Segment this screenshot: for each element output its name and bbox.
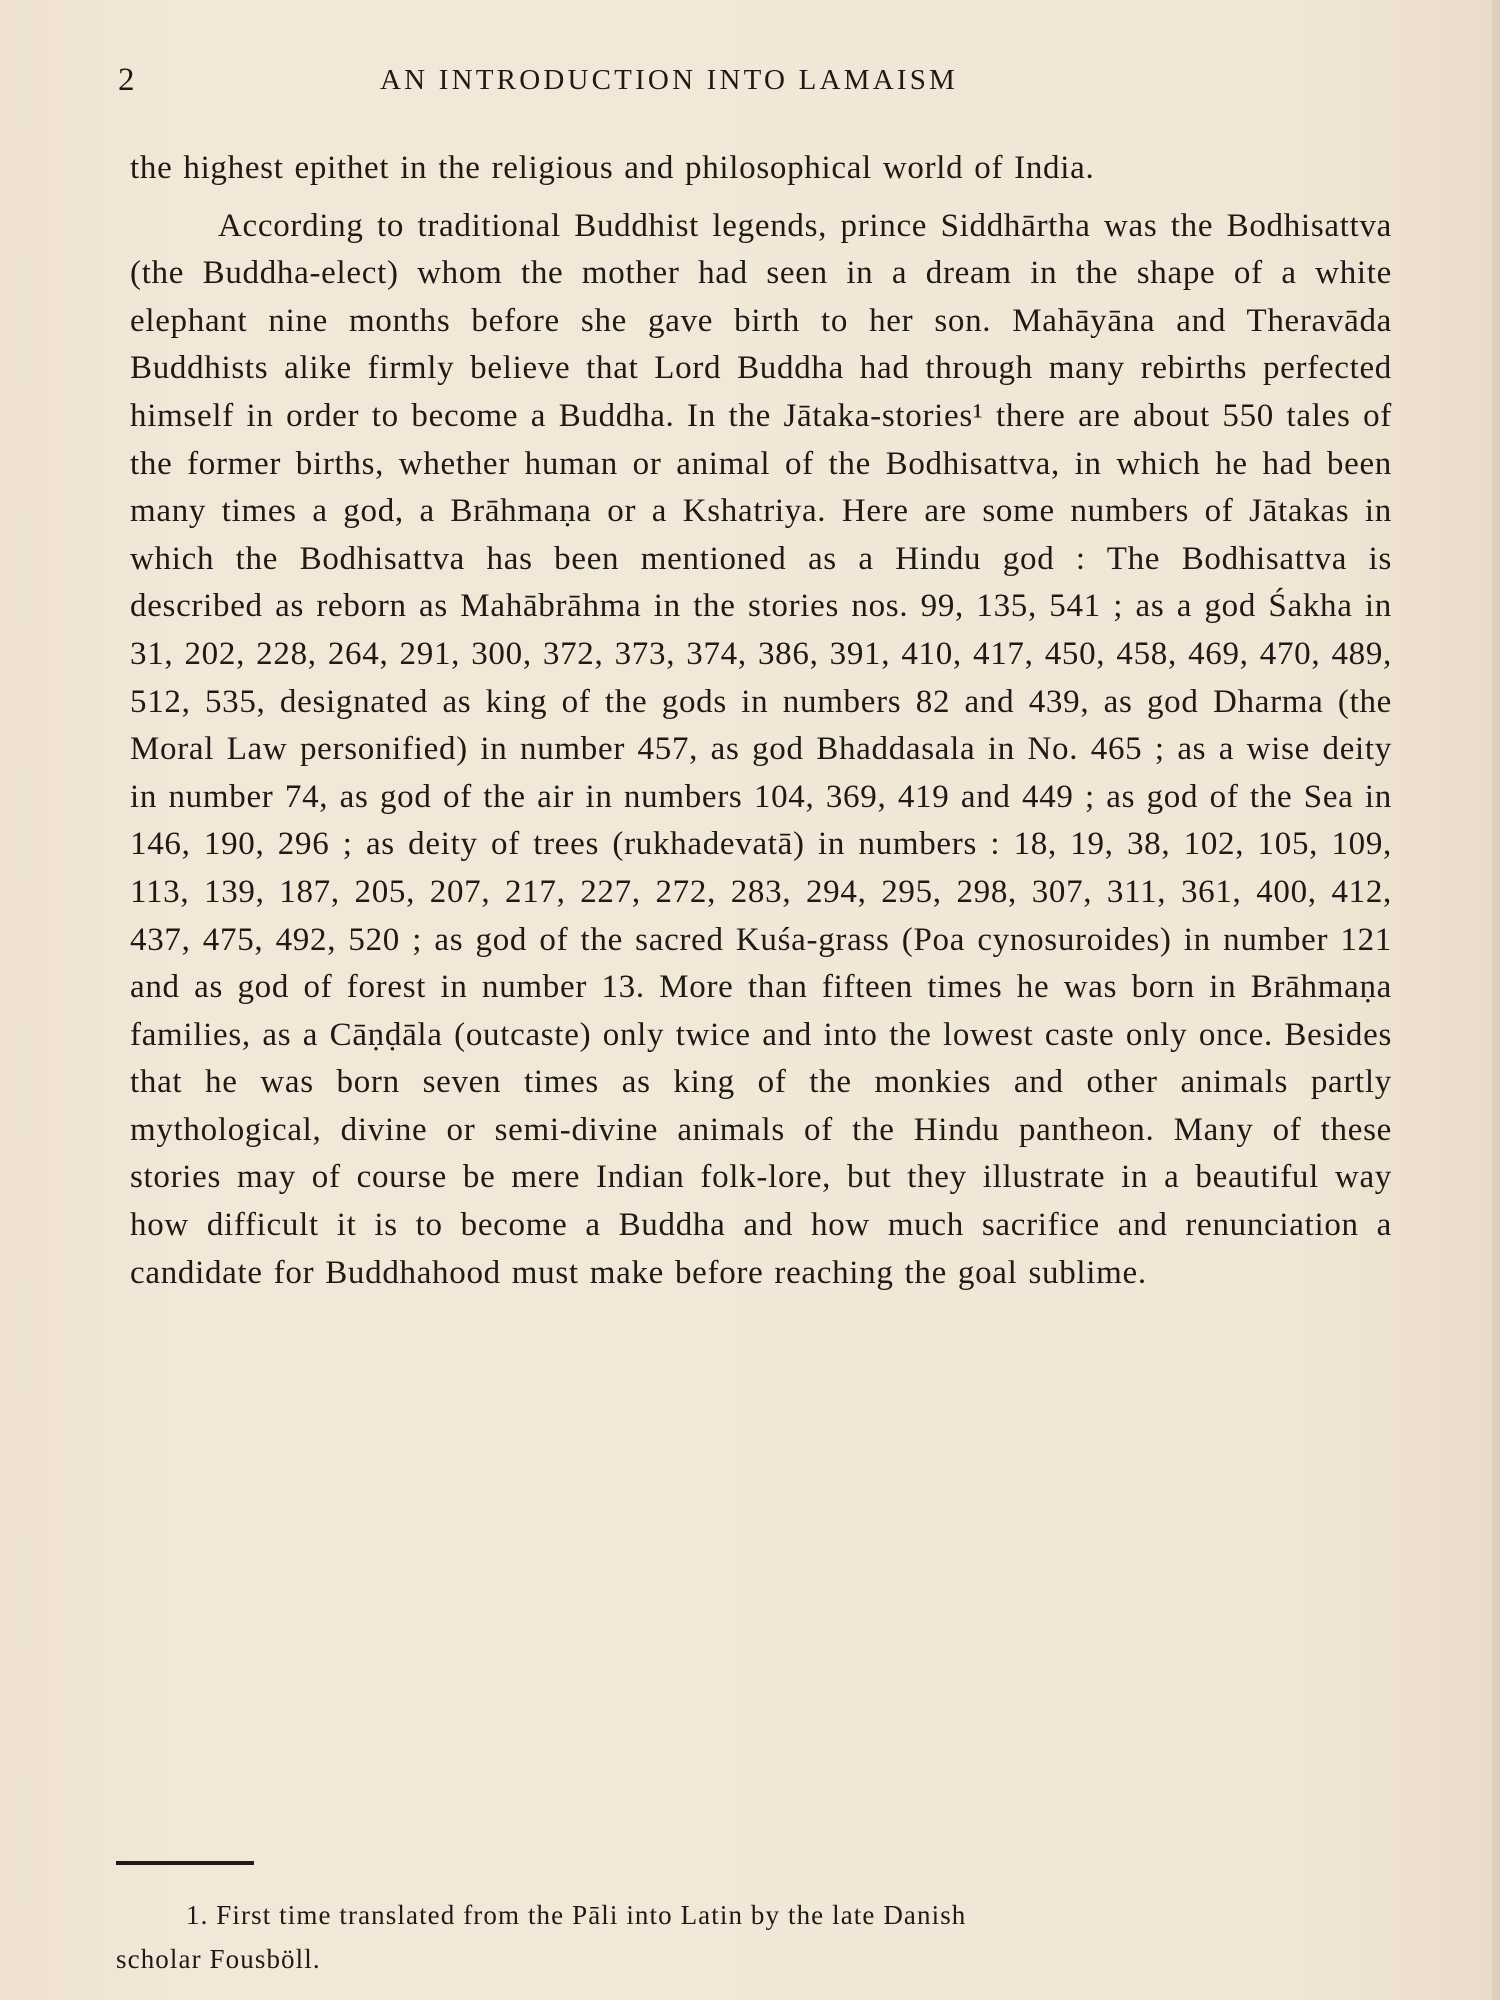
footnote xyxy=(116,1893,1396,1981)
page-edge xyxy=(1492,0,1500,2000)
footnote-line-1: 1. First time translated from the Pāli into Latin by the late Danish xyxy=(186,1900,967,1930)
paragraph-continuation: the highest epithet in the religious and philosophical world of India. xyxy=(130,150,1095,186)
page-number: 2 xyxy=(118,62,136,98)
running-title: AN INTRODUCTION INTO LAMAISM xyxy=(380,64,959,96)
paragraph-bodhisattva: According to traditional Buddhist legends, prince Siddhārtha was the Bodhisattva (the Buddha-elect) whom the mother had seen in a dream in the shape of a white elephant nine months before she gave birth to her son. Mahāyāna and Theravāda Buddhists alike firmly believe that Lord Buddha had through many rebirths perfected himself in order to become a Buddha. In the Jātaka-stories¹ there are about 550 tales of the former births, whether human or animal of the Bodhisattva, in which he had been many times a god, a Brāhmaṇa or a Kshatriya. Here are some numbers of Jātakas in which the Bodhisattva has been mentioned as a Hindu god : The Bodhisattva is described as reborn as Mahābrāhma in the stories nos. 99, 135, 541 ; as a god Śakha in 31, 202, 228, 264, 291, 300, 372, 373, 374, 386, 391, 410, 417, 450, 458, 469, 470, 489, 512, 535, designated as king of the gods in numbers 82 and 439, as god Dharma (the Moral Law personified) in number 457, as god Bhaddasala in No. 465 ; as a wise deity in number 74, as god of the air in numbers 104, 369, 419 and 449 ; as god of the Sea in 146, 190, 296 ; as deity of trees (rukhadevatā) in numbers : 18, 19, 38, 102, 105, 109, 113, 139, 187, 205, 207, 217, 227, 272, 283, 294, 295, 298, 307, 311, 361, 400, 412, 437, 475, 492, 520 ; as god of the sacred Kuśa-grass (Poa cynosuroides) in number 121 and as god of forest in number 13. More than fifteen times he was born in Brāhmaṇa families, as a Cāṇḍāla (outcaste) only twice and into the lowest caste only once. Besides that he was born seven times as king of the monkies and other animals partly mythological, divine or semi-divine animals of the Hindu pantheon. Many of these stories may of course be mere Indian folk-lore, but they illustrate in a beautiful way how difficult it is to become a Buddha and how much sacrifice and renunciation a candidate for Buddhahood must make before reaching the goal sublime. xyxy=(130,207,1392,1291)
footnote-divider xyxy=(116,1861,254,1865)
footnote-line-2: scholar Fousböll. xyxy=(116,1944,321,1974)
page-header xyxy=(118,62,1138,102)
body-text xyxy=(130,145,1392,1297)
